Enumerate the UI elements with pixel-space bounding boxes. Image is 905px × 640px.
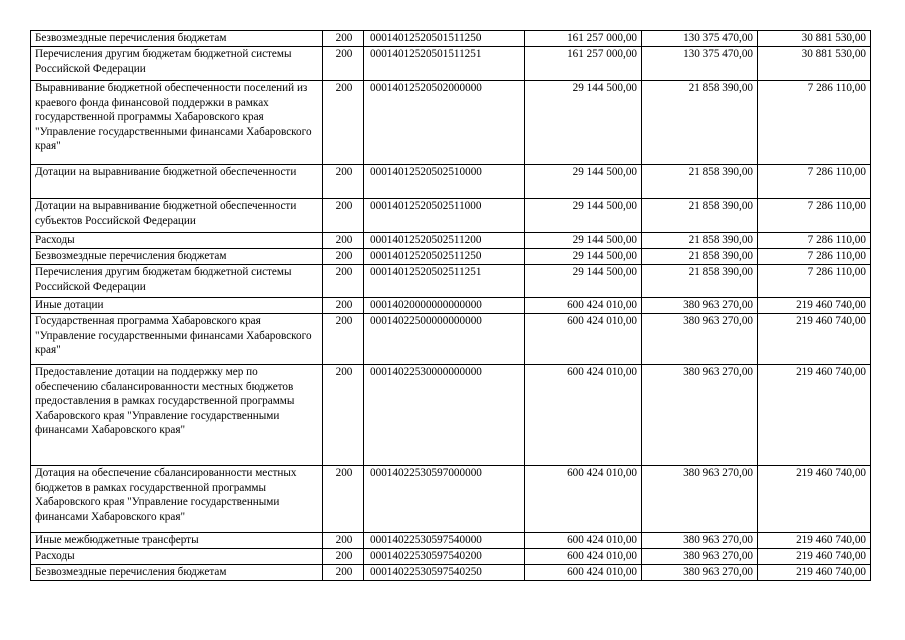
row-kbk: 00014012520502000000 — [364, 81, 525, 165]
row-unexecuted: 7 286 110,00 — [758, 165, 871, 199]
row-unexecuted: 219 460 740,00 — [758, 565, 871, 581]
budget-table — [30, 30, 871, 581]
row-executed: 21 858 390,00 — [642, 233, 758, 249]
table-row — [31, 314, 871, 365]
row-executed: 21 858 390,00 — [642, 249, 758, 265]
row-kbk: 00014020000000000000 — [364, 298, 525, 314]
row-approved: 29 144 500,00 — [525, 81, 642, 165]
row-executed: 380 963 270,00 — [642, 533, 758, 549]
row-kbk: 00014022530597540200 — [364, 549, 525, 565]
table-row — [31, 47, 871, 81]
row-approved: 161 257 000,00 — [525, 47, 642, 81]
row-approved: 29 144 500,00 — [525, 265, 642, 298]
row-code: 200 — [323, 314, 364, 365]
row-name: Перечисления другим бюджетам бюджетной системы Российской Федерации — [31, 265, 323, 298]
table-row — [31, 199, 871, 233]
row-name: Дотации на выравнивание бюджетной обеспеченности субъектов Российской Федерации — [31, 199, 323, 233]
row-name: Перечисления другим бюджетам бюджетной системы Российской Федерации — [31, 47, 323, 81]
row-name: Иные дотации — [31, 298, 323, 314]
row-kbk: 00014022530000000000 — [364, 365, 525, 466]
row-code: 200 — [323, 549, 364, 565]
row-name: Дотация на обеспечение сбалансированности местных бюджетов в рамках государственной программы Хабаровского края "Управление государственными финансами Хабаровского края" — [31, 466, 323, 533]
row-name: Предоставление дотации на поддержку мер по обеспечению сбалансированности местных бюджетов предоставления в рамках государственной программы Хабаровского края "Управление государственными финансами Хабаровского края" — [31, 365, 323, 466]
row-kbk: 00014012520502511251 — [364, 265, 525, 298]
row-kbk: 00014022530597540250 — [364, 565, 525, 581]
row-name: Расходы — [31, 233, 323, 249]
document-page — [30, 30, 871, 581]
table-row — [31, 265, 871, 298]
row-name: Расходы — [31, 549, 323, 565]
row-kbk: 00014022530597540000 — [364, 533, 525, 549]
row-code: 200 — [323, 165, 364, 199]
row-executed: 130 375 470,00 — [642, 47, 758, 81]
row-approved: 29 144 500,00 — [525, 165, 642, 199]
row-name: Безвозмездные перечисления бюджетам — [31, 565, 323, 581]
table-row — [31, 565, 871, 581]
table-row — [31, 31, 871, 47]
row-kbk: 00014022530597000000 — [364, 466, 525, 533]
row-name: Безвозмездные перечисления бюджетам — [31, 31, 323, 47]
row-unexecuted: 219 460 740,00 — [758, 549, 871, 565]
row-executed: 21 858 390,00 — [642, 265, 758, 298]
row-approved: 600 424 010,00 — [525, 565, 642, 581]
row-unexecuted: 7 286 110,00 — [758, 81, 871, 165]
row-executed: 130 375 470,00 — [642, 31, 758, 47]
row-executed: 380 963 270,00 — [642, 466, 758, 533]
table-row — [31, 466, 871, 533]
row-kbk: 00014012520502511250 — [364, 249, 525, 265]
row-kbk: 00014012520501511250 — [364, 31, 525, 47]
table-row — [31, 549, 871, 565]
row-code: 200 — [323, 365, 364, 466]
row-code: 200 — [323, 249, 364, 265]
row-approved: 29 144 500,00 — [525, 199, 642, 233]
row-unexecuted: 219 460 740,00 — [758, 365, 871, 466]
table-row — [31, 249, 871, 265]
row-executed: 380 963 270,00 — [642, 565, 758, 581]
row-name: Дотации на выравнивание бюджетной обеспеченности — [31, 165, 323, 199]
row-unexecuted: 7 286 110,00 — [758, 265, 871, 298]
row-name: Выравнивание бюджетной обеспеченности поселений из краевого фонда финансовой поддержки в рамках государственной программы Хабаровского края "Управление государственными финансами Хабаровского края" — [31, 81, 323, 165]
table-row — [31, 365, 871, 466]
row-name: Государственная программа Хабаровского края "Управление государственными финансами Хабаровского края" — [31, 314, 323, 365]
row-name: Безвозмездные перечисления бюджетам — [31, 249, 323, 265]
row-approved: 161 257 000,00 — [525, 31, 642, 47]
row-unexecuted: 7 286 110,00 — [758, 249, 871, 265]
table-row — [31, 298, 871, 314]
row-kbk: 00014022500000000000 — [364, 314, 525, 365]
row-unexecuted: 219 460 740,00 — [758, 466, 871, 533]
table-row — [31, 233, 871, 249]
row-kbk: 00014012520502511000 — [364, 199, 525, 233]
row-approved: 29 144 500,00 — [525, 249, 642, 265]
row-code: 200 — [323, 533, 364, 549]
row-code: 200 — [323, 31, 364, 47]
row-code: 200 — [323, 81, 364, 165]
row-kbk: 00014012520502510000 — [364, 165, 525, 199]
row-code: 200 — [323, 466, 364, 533]
row-unexecuted: 7 286 110,00 — [758, 199, 871, 233]
table-row — [31, 81, 871, 165]
row-unexecuted: 219 460 740,00 — [758, 298, 871, 314]
row-approved: 600 424 010,00 — [525, 298, 642, 314]
table-row — [31, 165, 871, 199]
row-approved: 600 424 010,00 — [525, 365, 642, 466]
row-executed: 380 963 270,00 — [642, 298, 758, 314]
table-row — [31, 533, 871, 549]
row-approved: 600 424 010,00 — [525, 466, 642, 533]
row-executed: 380 963 270,00 — [642, 549, 758, 565]
row-code: 200 — [323, 265, 364, 298]
row-unexecuted: 7 286 110,00 — [758, 233, 871, 249]
row-code: 200 — [323, 47, 364, 81]
row-executed: 21 858 390,00 — [642, 199, 758, 233]
row-name: Иные межбюджетные трансферты — [31, 533, 323, 549]
row-unexecuted: 30 881 530,00 — [758, 31, 871, 47]
row-kbk: 00014012520501511251 — [364, 47, 525, 81]
row-executed: 380 963 270,00 — [642, 365, 758, 466]
row-approved: 600 424 010,00 — [525, 549, 642, 565]
row-code: 200 — [323, 233, 364, 249]
row-executed: 21 858 390,00 — [642, 81, 758, 165]
row-code: 200 — [323, 199, 364, 233]
row-approved: 29 144 500,00 — [525, 233, 642, 249]
row-code: 200 — [323, 565, 364, 581]
row-kbk: 00014012520502511200 — [364, 233, 525, 249]
row-approved: 600 424 010,00 — [525, 314, 642, 365]
row-unexecuted: 219 460 740,00 — [758, 314, 871, 365]
row-unexecuted: 219 460 740,00 — [758, 533, 871, 549]
row-code: 200 — [323, 298, 364, 314]
row-approved: 600 424 010,00 — [525, 533, 642, 549]
row-executed: 21 858 390,00 — [642, 165, 758, 199]
row-executed: 380 963 270,00 — [642, 314, 758, 365]
row-unexecuted: 30 881 530,00 — [758, 47, 871, 81]
